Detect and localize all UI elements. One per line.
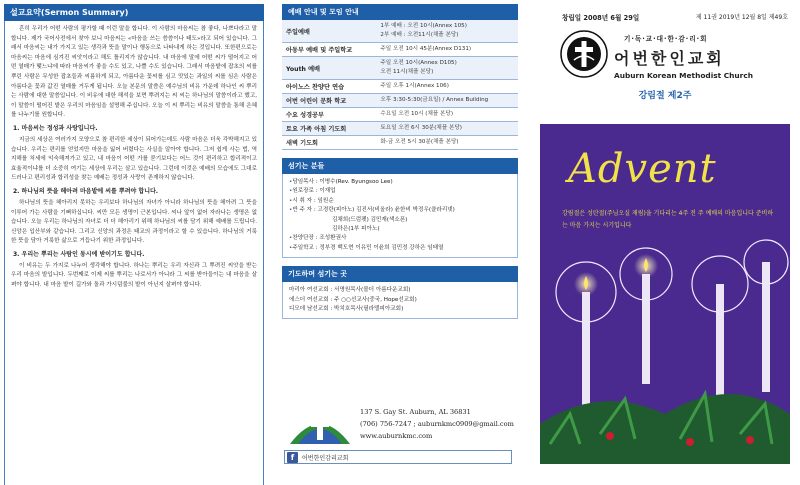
cover-column: [530, 0, 800, 485]
worship-row: [282, 57, 518, 80]
sermon-paragraph-2: 하나님의 뜻을 헤아리지 못하는 우리보다 하나님의 자녀가 아니라 하나님의 뜻을 헤아려 그 뜻을 이루어 가는 사람을 기뻐하십니다. 씨만 모든 생명이 근본입니다. 씨나 앞이 없어 자라나는 생명은 없습니다. 오늘 우리는 하나님의 자녀로 더 더 헤아리기 위해 하나님의 씨를 담기 위해 예배를 드립니다. 신앙은 입산부와 같습니다. 그리고 신앙의 과정은 태교의 과정이라고 할 수 있습니다. 하나님의 거룩한 뜻을 담아 거룩한 삶으로 거듭나기 위한 과정입니다.: [11, 199, 257, 245]
service-time: 화-금 오전 5시 30분(채플 본당): [376, 136, 518, 150]
advent-week-title: 강림절 제2주: [638, 91, 692, 101]
issue-info: [540, 0, 790, 22]
sermon-body: [4, 21, 264, 485]
advent-word: Advent: [568, 146, 717, 192]
sermon-heading: 설교요약(Sermon Summary): [4, 4, 264, 21]
service-name: 아이노스 찬양단 연습: [282, 80, 376, 94]
service-time: 오후 3:30-5:30(금요일) / Annex Building: [376, 94, 518, 108]
sermon-point-2: 2. 하나님의 뜻을 헤아려 마음밭에 씨를 뿌려야 합니다.: [13, 187, 159, 195]
worship-row: [282, 136, 518, 150]
sermon-paragraph-3: 이 비유는 두 가지로 나누어 생각해야 합니다. 하나는 뿌리는 우리 자신과 그 뿌려진 씨앗을 받는 우리 마음의 밭입니다. 두번째로 이제 씨를 뿌리는 나로서가 아니라 그 씨를 받아들이는 내 마음을 살펴야 합니다. 내 마음 밭이 길가와 돌과 가시덤불의 밭이 아닌지 살펴야 합니다.: [11, 262, 257, 289]
prayer-heading: 기도하며 섬기는 곳: [282, 266, 518, 282]
servant-entry: 김하은(1부 피아노): [332, 226, 380, 233]
info-column: [274, 0, 526, 485]
servant-entry: • 시 취 자 : 임원순: [289, 197, 511, 206]
sermon-column: [0, 0, 268, 485]
sermon-point-1: 1. 마음씨는 정성과 사랑입니다.: [13, 124, 98, 132]
sermon-paragraph-1: 지금의 세상은 여러가지 모양으로 참 편리한 세상이 되어가는데도 사람 마음은 더욱 각박해지고 있습니다. 우리는 편리를 얻었지만 마음을 잃어 버렸다는 사실을 알아야 합니다. 그저 쉽게 사는 법, 역지해를 처세에 익숙해져가고 있고, 내 마음이 어떤 가를 묻기보다는 어느 것이 편리하고 합리적이고 효율적이냐를 더 소중히 여기는 세상에 우리는 살고 있습니다. 그런데 이것은 예배의 모습에도 그대로 드러나고 편리성과 합리성을 찾는 예배는 정성과 사랑이 존재하지 않습니다.: [11, 136, 257, 182]
phone-number: (706) 756-7247: [360, 420, 412, 428]
issue-number: 제 11권 2019년 12월 8일 제49호: [695, 14, 788, 21]
address-line: 137 S. Gay St. Auburn, AL 36831: [360, 408, 471, 416]
sermon-point-3: 3. 우리는 뿌리는 사람인 동시에 받이기도 합니다.: [13, 250, 145, 258]
service-time: 토요일 오전 6시 30분(채플 본당): [376, 122, 518, 136]
worship-table: [282, 20, 518, 150]
email-link[interactable]: auburnkmc0909@gmail.com: [417, 420, 514, 428]
advent-artwork: [540, 124, 790, 464]
servant-entry: • 원로장로 : 이재업: [289, 187, 511, 196]
prayer-entry: 에스더 여선교회 : 주 ○○선교사(중국, Hope선교회): [289, 296, 417, 303]
denomination: 기·독·교·대·한·감·리·회: [624, 35, 708, 43]
service-name: 토요 가족 아침 기도회: [282, 122, 376, 136]
worship-row: [282, 122, 518, 136]
servant-entry: • 주일학교 : 정부경 백도현 이유민 이윤희 김민정 강하은 임태열: [289, 244, 511, 253]
service-time: 주일 오전 10시 45분(Annex D131): [376, 43, 518, 57]
service-time: 수요일 오전 10시 (채플 본당): [376, 108, 518, 122]
prayer-list: [282, 282, 518, 319]
service-name: 수요 성경공부: [282, 108, 376, 122]
church-building-icon: [284, 404, 356, 446]
facebook-icon: f: [287, 452, 298, 463]
service-name: 새벽 기도회: [282, 136, 376, 150]
servant-entry: • 반 주 자 : 고경란(피아노) 김진서(비올라) 윤한비 박정우(클라리넷): [289, 206, 511, 215]
worship-row: [282, 108, 518, 122]
servant-entry: 김채희(드럼펫) 김민재(색소폰): [332, 216, 408, 223]
worship-row: [282, 94, 518, 108]
worship-row: [282, 43, 518, 57]
service-name: 어번 어린이 문화 학교: [282, 94, 376, 108]
servants-heading: 섬기는 분들: [282, 158, 518, 174]
sermon-intro: 흔히 우리가 어떤 사람의 평가할 때 이런 말을 합니다. 이 사람의 마음씨는 참 좋다, 나쁘다라고 말합니다. 제가 국어사전에서 찾아 보니 마음씨는 «마음을 쓰는 씀씀이나 태도»라고 되어 있습니다. 그래서 마음씨는 내가 가지고 있는 생각과 뜻을 말이나 행동으로 나타내게 하는 것입니다. 또한편으로는 마음씨는 마음에 심겨진 씨앗이라고 해도 틀리지가 않습니다. 내 마음에 말에 어떤 씨가 떨어지고 어떤 열매가 맺느냐에 따라 마음씨가 좋을 수도 있고, 나쁠 수도 있습니다. 그래서 마음밭에 잡초의 씨를 뿌린 사람은 무성한 잡초들과 씨름하게 되고, 아름다운 꽃씨를 심고 맛있는 과일의 씨를 심은 사람은 아름다운 꽃과 값진 열매를 거두게 됩니다. 오늘 본문의 말씀은 예수님의 비유 가운데 하나인 씨 뿌리는 사람에 대한 말씀입니다. 이 비유에 대한 해석을 보면 뿌려지는 씨 씨는 하나님의 말씀이라고 했고, 이 말씀이 떨어진 밭은 우리의 마음임을 설명해 주십니다. 오늘 이 씨 뿌리는 비유의 말씀을 통해 은혜를 나누기를 원합니다.: [11, 26, 257, 119]
contact-separator: ;: [413, 420, 418, 428]
service-name: 주일예배: [282, 20, 376, 43]
established-date: 창립일 2008년 6월 29일: [562, 14, 640, 22]
worship-heading: 예배 안내 및 모임 안내: [282, 4, 518, 20]
service-time: 주일 오전 10시(Annex D105) 오전 11시(채플 본당): [376, 57, 518, 80]
prayer-entry: 디모데 남선교회 : 박치호목사(필라델피아교회): [289, 306, 404, 313]
service-time: 1부 예배 : 오전 10시(Annex 105) 2부 예배 : 오전11시(채플 본당): [376, 20, 518, 43]
servant-entry: • 찬양단장 : 조성환권사: [289, 234, 511, 243]
facebook-bar[interactable]: [284, 450, 512, 464]
church-header: [540, 30, 790, 94]
church-seal-icon: [560, 30, 608, 78]
facebook-label: 어번한인감리교회: [302, 454, 349, 462]
church-name-english: Auburn Korean Methodist Church: [614, 71, 753, 80]
advent-verse: 강림절은 성탄절(주님오실 재림)을 기다리는 4주 전 주 예배의 마음입니다 준비하는 마음 가지는 시기입니다: [562, 210, 774, 229]
service-name: 아동부 예배 및 주일학교: [282, 43, 376, 57]
service-time: 주일 오후 1시(Annex 106): [376, 80, 518, 94]
worship-row: [282, 20, 518, 43]
service-name: Youth 예배: [282, 57, 376, 80]
church-name-korean: 어번한인교회: [614, 49, 725, 68]
servant-entry: • 담임목사 : 이병수(Rev. Byungsoo Lee): [289, 178, 511, 187]
worship-row: [282, 80, 518, 94]
website-link[interactable]: www.auburnkmc.com: [360, 432, 433, 440]
prayer-entry: 마리아 여선교회 : 서명원목사(볼더 아름다운교회): [289, 287, 411, 294]
servants-list: [282, 174, 518, 258]
